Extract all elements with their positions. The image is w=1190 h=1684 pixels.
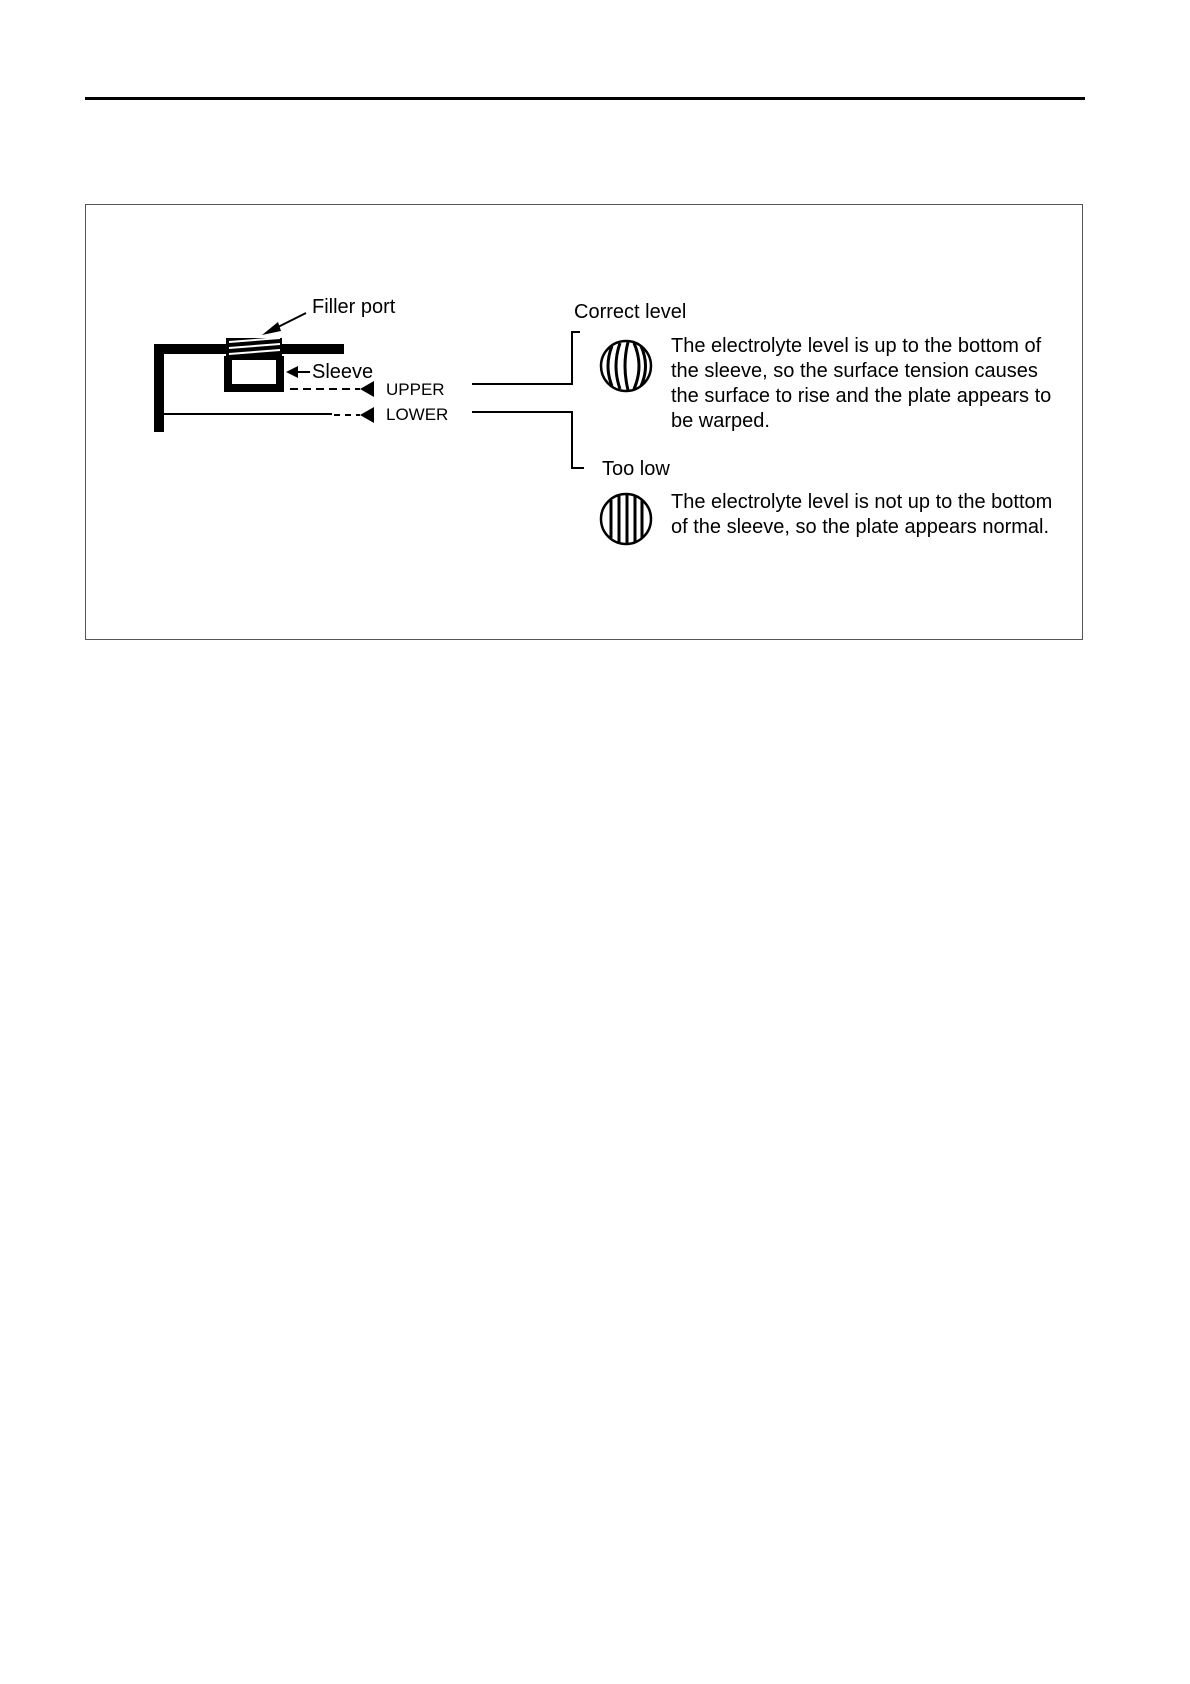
filler-port-arrow — [262, 313, 306, 335]
correct-level-description: The electrolyte level is up to the bottom of the sleeve, so the surface tension causes the surface to rise and the plate appears to be warped. — [671, 335, 1052, 432]
filler-port — [226, 338, 282, 360]
sleeve — [224, 356, 284, 392]
sleeve-arrow — [286, 366, 310, 378]
normal-plate-icon — [601, 494, 651, 544]
filler-port-label: Filler port — [312, 296, 396, 318]
lower-label: LOWER — [386, 405, 449, 424]
correct-level-heading: Correct level — [574, 301, 687, 323]
too-low-description: The electrolyte level is not up to the bottom of the sleeve, so the plate appears normal. — [671, 491, 1053, 538]
connector-correct — [472, 332, 580, 384]
upper-label: UPPER — [386, 380, 445, 399]
too-low-heading: Too low — [602, 458, 670, 480]
upper-marker — [290, 381, 374, 397]
sleeve-label: Sleeve — [312, 361, 374, 383]
warped-plate-icon — [601, 341, 651, 391]
connector-too-low — [472, 412, 584, 468]
lower-marker — [334, 407, 374, 423]
